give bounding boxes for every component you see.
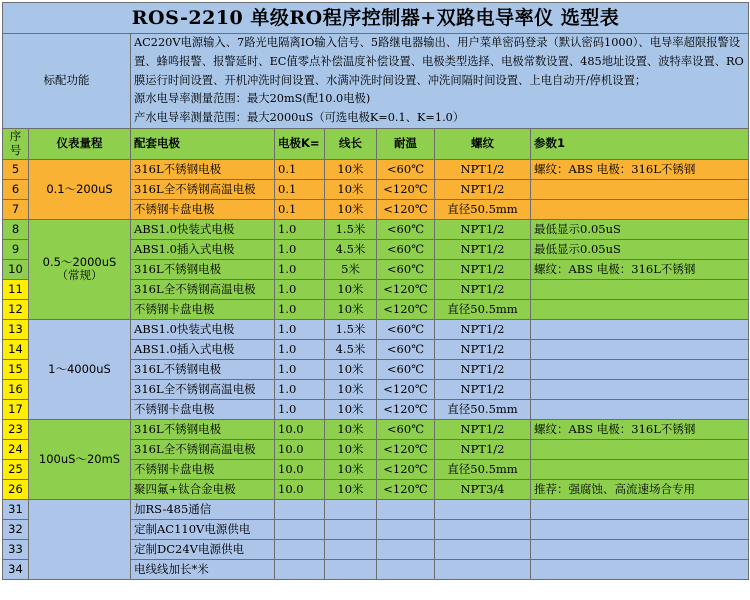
electrode-cell: 316L全不锈钢高温电极 [131,439,275,459]
row-number: 17 [3,399,29,419]
cable-cell: 10米 [325,479,377,499]
cable-cell: 10米 [325,439,377,459]
thread-cell: NPT1/2 [435,259,531,279]
thread-cell: 直径50.5mm [435,459,531,479]
k-cell: 1.0 [275,279,325,299]
range-cell: 100uS～20mS [29,419,131,499]
param-cell: 螺纹：ABS 电极：316L不锈钢 [531,259,749,279]
features-line-2: 源水电导率测量范围：最大20mS(配10.0电极) [134,92,371,106]
temp-cell: <60℃ [377,239,435,259]
features-label: 标配功能 [3,34,131,129]
electrode-cell: ABS1.0插入式电极 [131,239,275,259]
electrode-cell: 不锈钢卡盘电极 [131,299,275,319]
param-cell [531,459,749,479]
thread-cell: NPT3/4 [435,479,531,499]
cable-cell: 10米 [325,379,377,399]
param-cell [531,439,749,459]
param-cell [531,339,749,359]
electrode-cell: 316L不锈钢电极 [131,359,275,379]
electrode-cell: ABS1.0快装式电极 [131,219,275,239]
k-cell: 1.0 [275,379,325,399]
thread-cell: NPT1/2 [435,379,531,399]
temp-cell: <120℃ [377,399,435,419]
param-cell: 最低显示0.05uS [531,219,749,239]
row-number: 7 [3,199,29,219]
features-text [131,34,749,129]
temp-cell: <60℃ [377,339,435,359]
temp-cell: <120℃ [377,479,435,499]
cable-cell: 4.5米 [325,339,377,359]
row-number: 14 [3,339,29,359]
param-cell [531,319,749,339]
temp-cell: <60℃ [377,319,435,339]
param-cell [531,279,749,299]
k-cell [275,499,325,519]
cable-cell: 10米 [325,199,377,219]
cable-cell: 10米 [325,159,377,179]
k-cell: 0.1 [275,199,325,219]
thread-cell: NPT1/2 [435,419,531,439]
k-cell: 1.0 [275,319,325,339]
row-number: 8 [3,219,29,239]
table-title: ROS-2210 单级RO程序控制器+双路电导率仪 选型表 [3,3,749,34]
row-number: 26 [3,479,29,499]
electrode-cell: 不锈钢卡盘电极 [131,199,275,219]
table-row [3,219,749,239]
cable-cell: 1.5米 [325,219,377,239]
k-cell: 0.1 [275,179,325,199]
cable-cell: 10米 [325,399,377,419]
temp-cell: <60℃ [377,359,435,379]
row-number: 6 [3,179,29,199]
k-cell: 10.0 [275,439,325,459]
electrode-cell: 定制AC110V电源供电 [131,519,275,539]
temp-cell: <120℃ [377,299,435,319]
header-param: 参数1 [531,128,749,159]
cable-cell: 10米 [325,279,377,299]
selection-table [2,2,749,580]
table-row [3,159,749,179]
cable-cell: 5米 [325,259,377,279]
thread-cell [435,559,531,579]
temp-cell: <60℃ [377,159,435,179]
param-cell [531,559,749,579]
electrode-cell: 电线线加长*米 [131,559,275,579]
temp-cell [377,519,435,539]
range-cell [29,499,131,579]
row-number: 10 [3,259,29,279]
electrode-cell: 316L不锈钢电极 [131,159,275,179]
k-cell: 1.0 [275,239,325,259]
cable-cell [325,519,377,539]
row-number: 23 [3,419,29,439]
k-cell [275,519,325,539]
row-number: 13 [3,319,29,339]
thread-cell: 直径50.5mm [435,399,531,419]
cable-cell [325,559,377,579]
cable-cell: 4.5米 [325,239,377,259]
range-cell: 0.5～2000uS（常规） [29,219,131,319]
thread-cell: NPT1/2 [435,239,531,259]
row-number: 15 [3,359,29,379]
row-number: 12 [3,299,29,319]
header-seq: 序号 [3,128,29,159]
thread-cell: NPT1/2 [435,159,531,179]
header-k: 电极K= [275,128,325,159]
thread-cell: 直径50.5mm [435,299,531,319]
temp-cell [377,559,435,579]
temp-cell: <60℃ [377,259,435,279]
param-cell [531,519,749,539]
range-cell: 0.1～200uS [29,159,131,219]
thread-cell: 直径50.5mm [435,199,531,219]
param-cell [531,379,749,399]
temp-cell [377,499,435,519]
features-line-3: 产水电导率测量范围：最大2000uS（可选电极K=0.1、K=1.0） [134,111,465,125]
electrode-cell: 不锈钢卡盘电极 [131,459,275,479]
k-cell: 1.0 [275,399,325,419]
temp-cell: <120℃ [377,439,435,459]
range-cell: 1～4000uS [29,319,131,419]
temp-cell: <60℃ [377,219,435,239]
param-cell [531,399,749,419]
electrode-cell: 316L不锈钢电极 [131,419,275,439]
features-line-1: AC220V电源输入、7路光电隔离IO输入信号、5路继电器输出、用户菜单密码登录（默认密码1000）、电导率超限报警设置、蜂鸣报警、报警延时、EC值零点补偿温度补偿设置、电极类型选择、电极常数设置、485地址设置、波特率设置、RO膜运行时间设置、开机冲洗时间设置、水满冲洗时间设置、冲洗间隔时间设置、上电自动开/停机设置； [134,36,744,87]
row-number: 16 [3,379,29,399]
header-cable: 线长 [325,128,377,159]
electrode-cell: 316L全不锈钢高温电极 [131,379,275,399]
param-cell [531,499,749,519]
param-cell [531,539,749,559]
thread-cell [435,539,531,559]
row-number: 5 [3,159,29,179]
param-cell [531,299,749,319]
header-range: 仪表量程 [29,128,131,159]
electrode-cell: 不锈钢卡盘电极 [131,399,275,419]
thread-cell: NPT1/2 [435,359,531,379]
param-cell: 最低显示0.05uS [531,239,749,259]
k-cell: 1.0 [275,359,325,379]
k-cell [275,559,325,579]
row-number: 25 [3,459,29,479]
cable-cell: 10米 [325,359,377,379]
temp-cell: <120℃ [377,179,435,199]
k-cell [275,539,325,559]
thread-cell: NPT1/2 [435,339,531,359]
temp-cell: <120℃ [377,279,435,299]
table-row [3,499,749,519]
cable-cell: 10米 [325,419,377,439]
row-number: 11 [3,279,29,299]
param-cell: 螺纹：ABS 电极：316L不锈钢 [531,159,749,179]
electrode-cell: ABS1.0插入式电极 [131,339,275,359]
cable-cell: 10米 [325,459,377,479]
k-cell: 0.1 [275,159,325,179]
electrode-cell: 316L全不锈钢高温电极 [131,179,275,199]
row-number: 34 [3,559,29,579]
electrode-cell: 加RS-485通信 [131,499,275,519]
param-cell [531,199,749,219]
electrode-cell: 聚四氟+钛合金电极 [131,479,275,499]
thread-cell: NPT1/2 [435,279,531,299]
header-temp: 耐温 [377,128,435,159]
k-cell: 10.0 [275,479,325,499]
row-number: 33 [3,539,29,559]
k-cell: 1.0 [275,339,325,359]
cable-cell: 10米 [325,179,377,199]
cable-cell [325,499,377,519]
cable-cell: 10米 [325,299,377,319]
temp-cell: <120℃ [377,379,435,399]
k-cell: 10.0 [275,459,325,479]
table-row [3,419,749,439]
cable-cell [325,539,377,559]
thread-cell: NPT1/2 [435,439,531,459]
temp-cell: <60℃ [377,419,435,439]
param-cell [531,179,749,199]
row-number: 32 [3,519,29,539]
thread-cell: NPT1/2 [435,319,531,339]
electrode-cell: ABS1.0快装式电极 [131,319,275,339]
table-row [3,319,749,339]
k-cell: 1.0 [275,219,325,239]
table-body [3,3,749,580]
header-row [3,128,749,159]
thread-cell: NPT1/2 [435,179,531,199]
param-cell: 推荐：强腐蚀、高流速场合专用 [531,479,749,499]
row-number: 9 [3,239,29,259]
row-number: 24 [3,439,29,459]
k-cell: 10.0 [275,419,325,439]
k-cell: 1.0 [275,299,325,319]
electrode-cell: 316L全不锈钢高温电极 [131,279,275,299]
temp-cell [377,539,435,559]
thread-cell: NPT1/2 [435,219,531,239]
electrode-cell: 定制DC24V电源供电 [131,539,275,559]
k-cell: 1.0 [275,259,325,279]
header-electrode: 配套电极 [131,128,275,159]
param-cell: 螺纹：ABS 电极：316L不锈钢 [531,419,749,439]
thread-cell [435,519,531,539]
row-number: 31 [3,499,29,519]
param-cell [531,359,749,379]
electrode-cell: 316L不锈钢电极 [131,259,275,279]
temp-cell: <120℃ [377,459,435,479]
thread-cell [435,499,531,519]
temp-cell: <120℃ [377,199,435,219]
header-thread: 螺纹 [435,128,531,159]
cable-cell: 1.5米 [325,319,377,339]
